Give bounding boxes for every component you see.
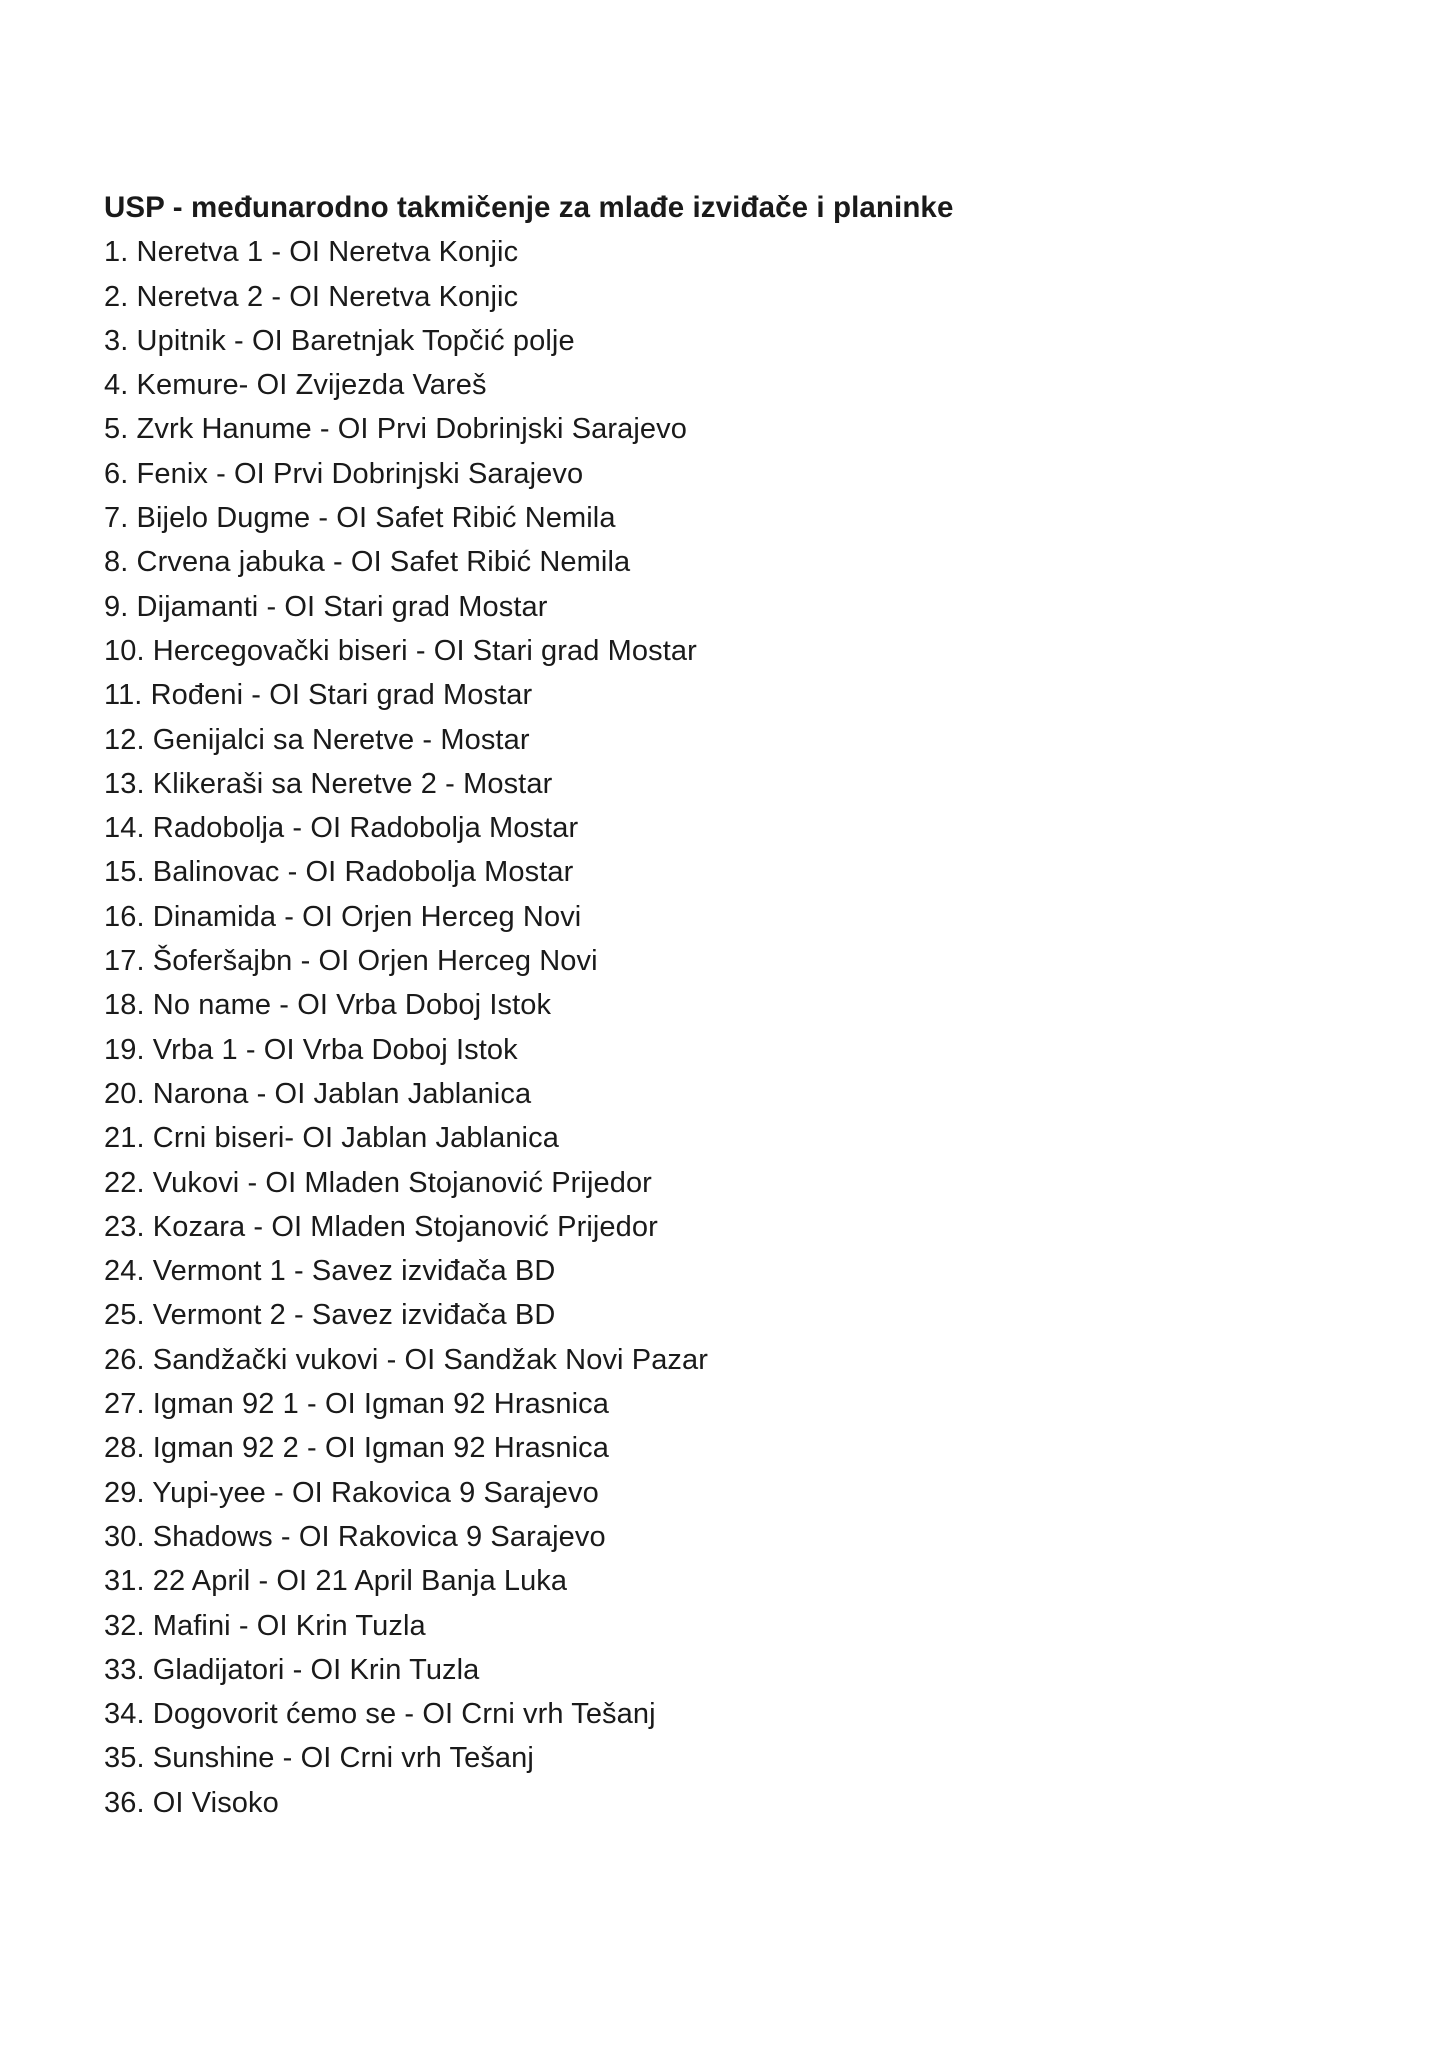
- list-item: 19. Vrba 1 - OI Vrba Doboj Istok: [104, 1033, 518, 1066]
- list-item: 7. Bijelo Dugme - OI Safet Ribić Nemila: [104, 502, 616, 535]
- list-item: 6. Fenix - OI Prvi Dobrinjski Sarajevo: [104, 457, 584, 490]
- list-item: 17. Šoferšajbn - OI Orjen Herceg Novi: [104, 945, 598, 978]
- list-item: 11. Rođeni - OI Stari grad Mostar: [104, 679, 533, 712]
- list-item: 18. No name - OI Vrba Doboj Istok: [104, 989, 552, 1022]
- list-item: 26. Sandžački vukovi - OI Sandžak Novi Pazar: [104, 1343, 709, 1376]
- document-content: [104, 186, 1389, 1825]
- list-item: 24. Vermont 1 - Savez izviđača BD: [104, 1255, 556, 1288]
- list-item: 33. Gladijatori - OI Krin Tuzla: [104, 1653, 480, 1686]
- list-item: 25. Vermont 2 - Savez izviđača BD: [104, 1299, 556, 1332]
- list-item: 15. Balinovac - OI Radobolja Mostar: [104, 856, 574, 889]
- list-item: 29. Yupi-yee - OI Rakovica 9 Sarajevo: [104, 1476, 599, 1509]
- list-item: 4. Kemure- OI Zvijezda Vareš: [104, 369, 487, 402]
- list-item: 10. Hercegovački biseri - OI Stari grad Mostar: [104, 634, 697, 667]
- list-item: 28. Igman 92 2 - OI Igman 92 Hrasnica: [104, 1432, 610, 1465]
- list-item: 13. Klikeraši sa Neretve 2 - Mostar: [104, 767, 553, 800]
- list-item: 23. Kozara - OI Mladen Stojanović Prijedor: [104, 1210, 658, 1243]
- list-item: 31. 22 April - OI 21 April Banja Luka: [104, 1565, 568, 1598]
- list-item: 14. Radobolja - OI Radobolja Mostar: [104, 812, 579, 845]
- list-item: 8. Crvena jabuka - OI Safet Ribić Nemila: [104, 546, 631, 579]
- list-item: 5. Zvrk Hanume - OI Prvi Dobrinjski Sarajevo: [104, 413, 687, 446]
- list-item: 16. Dinamida - OI Orjen Herceg Novi: [104, 900, 582, 933]
- list-item: 2. Neretva 2 - OI Neretva Konjic: [104, 280, 519, 313]
- list-item: 32. Mafini - OI Krin Tuzla: [104, 1609, 426, 1642]
- list-item: 12. Genijalci sa Neretve - Mostar: [104, 723, 530, 756]
- list-item: 36. OI Visoko: [104, 1786, 279, 1819]
- list-item: 9. Dijamanti - OI Stari grad Mostar: [104, 590, 548, 623]
- list-item: 35. Sunshine - OI Crni vrh Tešanj: [104, 1742, 534, 1775]
- list-item: 1. Neretva 1 - OI Neretva Konjic: [104, 236, 519, 269]
- list-item: 22. Vukovi - OI Mladen Stojanović Prijedor: [104, 1166, 652, 1199]
- list-item: 27. Igman 92 1 - OI Igman 92 Hrasnica: [104, 1388, 610, 1421]
- list-item: 21. Crni biseri- OI Jablan Jablanica: [104, 1122, 559, 1155]
- list-item: 34. Dogovorit ćemo se - OI Crni vrh Tešanj: [104, 1698, 656, 1731]
- page-title: USP - međunarodno takmičenje za mlađe izviđače i planinke: [104, 191, 954, 224]
- list-item: 3. Upitnik - OI Baretnjak Topčić polje: [104, 324, 575, 357]
- list-item: 20. Narona - OI Jablan Jablanica: [104, 1077, 532, 1110]
- list-item: 30. Shadows - OI Rakovica 9 Sarajevo: [104, 1520, 606, 1553]
